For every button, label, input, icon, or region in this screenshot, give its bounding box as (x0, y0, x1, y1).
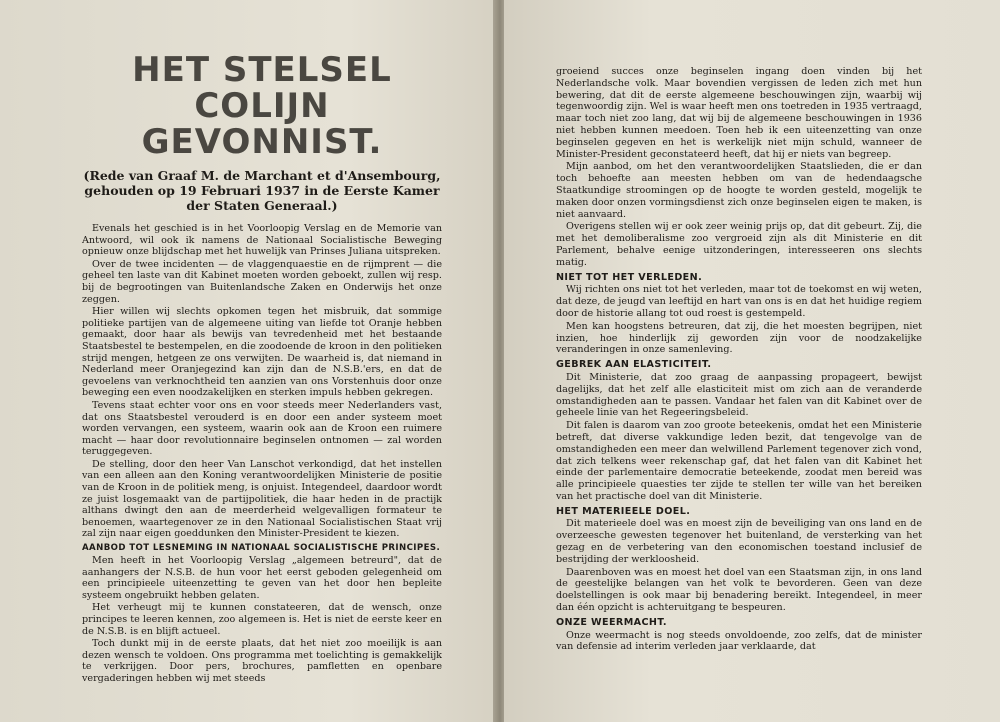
paragraph: Mijn aanbod, om het den verantwoordelijken Staatslieden, die er dan toch behoefte aan meesten hebben om van de hedendaagsche Staatkundige stroomingen op de hoogte te worden gesteld, mogelijk te maken door onzen vormingsdienst zich onze beginselen eigen te maken, is niet aanvaard. (556, 161, 922, 220)
paragraph: Het verheugt mij te kunnen constateeren, dat de wensch, onze principes te leeren kennen, zoo algemeen is. Het is niet de eerste keer en de N.S.B. is en blijft actueel. (82, 602, 442, 637)
right-page (504, 0, 1000, 722)
title-line-2: GEVONNIST. (141, 122, 383, 162)
title-line-1: HET STELSEL COLIJN (132, 50, 392, 126)
section-heading: ONZE WEERMACHT. (556, 616, 667, 628)
paragraph: Over de twee incidenten — de vlaggenquaestie en de rijmprent — die geheel ten laste van dit Kabinet moeten worden geboekt, zullen wij resp. bij de begrootingen van Buitenlandsche Zaken en Onderwijs het onze zeggen. (82, 258, 442, 305)
section-heading: AANBOD TOT LESNEMING IN NATIONAAL SOCIALISTISCHE PRINCIPES. (82, 543, 441, 554)
paragraph: Men heeft in het Voorloopig Verslag „algemeen betreurd", dat de aanhangers der N.S.B. de hun voor het eerst geboden gelegenheid om een principieele uiteenzetting te geven van het door hen bepleite systeem ongebruikt hebben gelaten. (82, 555, 442, 601)
paragraph: Dit falen is daarom van zoo groote beteekenis, omdat het een Ministerie betreft, dat diverse vakkundige leden bezit, dat tengevolge van de omstandigheden een meer dan welwillend Parlement tegenover zich vond, dat zich telkens weer rekenschap gaf, dat het falen van dit Kabinet het einde der parlementaire democratie beteekende, zoodat men bereid was alle principieele quaesties ter zijde te stellen ter wille van het bereiken van het practische doel van dit Ministerie. (556, 420, 922, 502)
paragraph: Tevens staat echter voor ons en voor steeds meer Nederlanders vast, dat ons Staatsbestel verouderd is en door een ander systeem moet worden vervangen, een systeem, waarin ook aan de Kroon een ruimere macht — haar door revolutionnaire beginselen ontnomen — zal worden teruggegeven. (82, 399, 442, 458)
paragraph: Men kan hoogstens betreuren, dat zij, die het moesten begrijpen, niet inzien, hoe hinderlijk zij geworden zijn voor de noodzakelijke veranderingen in onze samenleving. (556, 320, 922, 356)
section-heading: HET MATERIEELE DOEL. (556, 505, 691, 517)
left-page-text (82, 52, 442, 686)
right-page-text (556, 66, 922, 654)
paragraph: Overigens stellen wij er ook zeer weinig prijs op, dat dit gebeurt. Zij, die met het demoliberalisme zoo vergroeid zijn als dit Ministerie en dit Parlement, behalve eenige uitzonderingen, interesseeren ons slechts matig. (556, 221, 922, 268)
paragraph: Hier willen wij slechts opkomen tegen het misbruik, dat sommige politieke partijen van de algemeene uiting van liefde tot Oranje hebben gemaakt, door haar als bewijs van tevredenheid met het bestaande Staatsbestel te bestempelen, en die zoodoende de kroon in den politieken strijd mengen, hetgeen ze ons verwijten. De waarheid is, dat niemand in Nederland meer Oranjegezind kan zijn dan de N.S.B.'ers, en dat de gevoelens van verknochtheid ten aanzien van ons Vorstenhuis door onze beweging een even noodzakelijken en sterken impuls hebben gekregen. (82, 306, 442, 399)
section-heading: GEBREK AAN ELASTICITEIT. (556, 359, 712, 371)
paragraph: Wij richten ons niet tot het verleden, maar tot de toekomst en wij weten, dat deze, de jeugd van leeftijd en hart van ons is en dat het huidige regiem door de historie allang tot oud roest is gestempeld. (556, 284, 922, 319)
paragraph: groeiend succes onze beginselen ingang doen vinden bij het Nederlandsche volk. Maar bovendien vergissen de leden zich met hun bewering, dat dit de eerste algemeene beschouwingen zijn, waarbij wij tegenwoordig zijn. Wel is waar heeft men ons toetreden in 1935 vertraagd, maar toch niet zoo lang, dat wij bij de algemeene beschouwingen in 1936 niet hebben kunnen meedoen. Toen heb ik een uiteenzetting van onze beginselen gegeven en het is werkelijk niet mijn schuld, wanneer de Minister-President geconstateerd heeft, dat hij er niets van begreep. (556, 66, 922, 160)
paragraph: Daarenboven was en moest het doel van een Staatsman zijn, in ons land de geestelijke belangen van het volk te bevorderen. Geen van deze doelstellingen is ook maar bij benadering bereikt. Integendeel, in meer dan één opzicht is achteruitgang te bespeuren. (556, 566, 922, 614)
paragraph: Onze weermacht is nog steeds onvoldoende, zoo zelfs, dat de minister van defensie ad interim verleden jaar verklaarde, dat (556, 629, 922, 653)
paragraph: Toch dunkt mij in de eerste plaats, dat het niet zoo moeilijk is aan dezen wensch te voldoen. Ons programma met toelichting is gemakkelijk te verkrijgen. Door pers, brochures, pamfletten en openbare vergaderingen hebben wij met steeds (82, 638, 442, 684)
paragraph: De stelling, door den heer Van Lanschot verkondigd, dat het instellen van een alleen aan den Koning verantwoordelijken Ministerie de positie van de Kroon in de politiek meng, is onjuist. Integendeel, daardoor wordt ze juist losgemaakt van de partijpolitiek, die haar heden in de practijk althans dwingt den aan de meerderheid welgevalligen formateur te benoemen, waartegenover ze in den Nationaal Socialistischen Staat vrij zal zijn naar eigen goeddunken den Minister-President te kiezen. (82, 458, 442, 540)
section-heading: NIET TOT HET VERLEDEN. (556, 271, 703, 283)
paragraph: Dit materieele doel was en moest zijn de beveiliging van ons land en de overzeesche gewesten tegenover het buitenland, de versterking van het gezag en de verbetering van den economischen toestand inclusief de bestrijding der werkloosheid. (556, 518, 922, 565)
paragraph: Evenals het geschied is in het Voorloopig Verslag en de Memorie van Antwoord, wil ook ik namens de Nationaal Socialistische Beweging opnieuw onze blijdschap met het huwelijk van Prinses Juliana uitspreken. (82, 223, 442, 258)
article-title (82, 52, 442, 160)
left-page (0, 0, 496, 722)
article-subtitle: (Rede van Graaf M. de Marchant et d'Ansembourg, gehouden op 19 Februari 1937 in de Eerste Kamer der Staten Generaal.) (83, 168, 441, 213)
paragraph: Dit Ministerie, dat zoo graag de aanpassing propageert, bewijst dagelijks, dat het zelf alle elasticiteit mist om zich aan de veranderde omstandigheden aan te passen. Vandaar het falen van dit Kabinet over de geheele linie van het Regeeringsbeleid. (556, 371, 922, 419)
